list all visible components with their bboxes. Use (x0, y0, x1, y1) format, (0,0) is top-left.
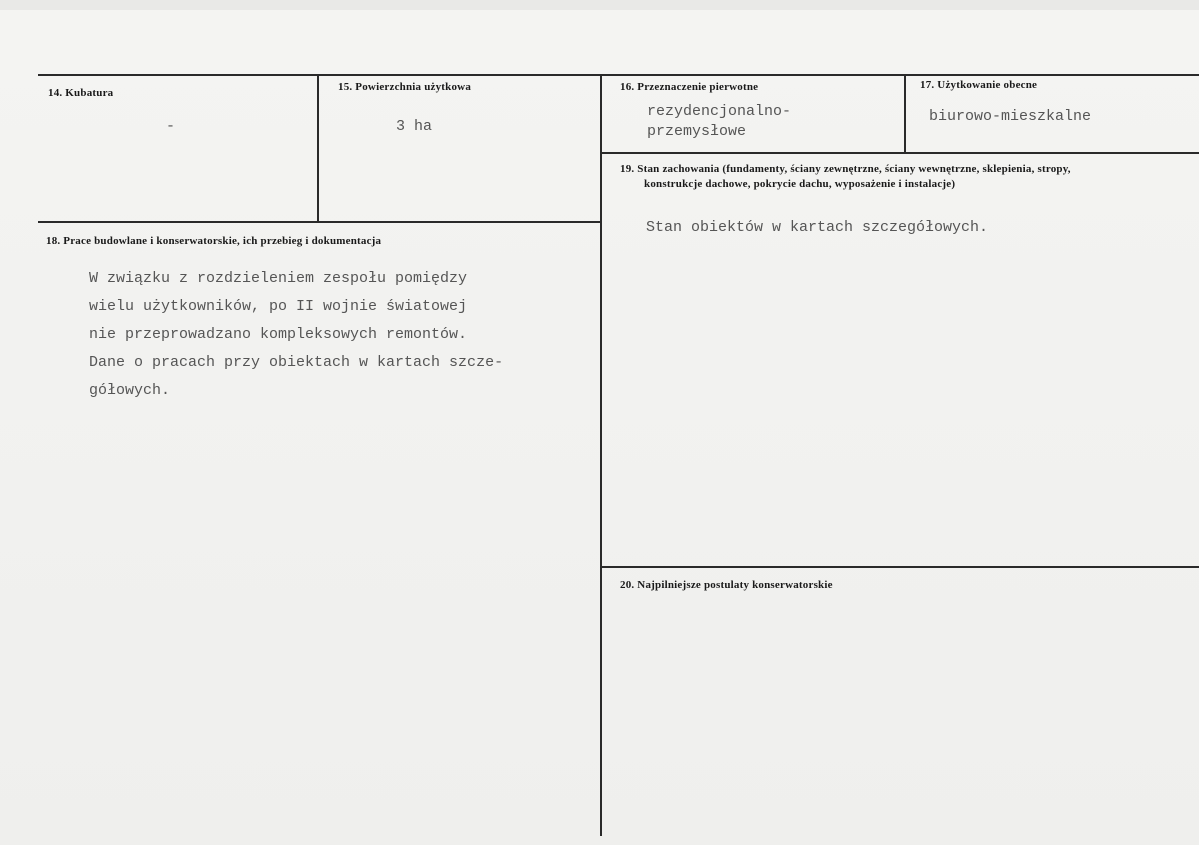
top-rule (38, 74, 1199, 76)
rule-above-20 (600, 566, 1199, 568)
field-18-value-line: W związku z rozdzieleniem zespołu pomiędzy (89, 270, 468, 287)
field-18-value-line: wielu użytkowników, po II wojnie światowej (89, 298, 468, 315)
divider-left-right (600, 74, 602, 836)
field-19-label-line: konstrukcje dachowe, pokrycie dachu, wyposażenie i instalacje) (644, 178, 956, 190)
field-16-value (647, 98, 791, 146)
field-15-label: 15. Powierzchnia użytkowa (338, 81, 472, 93)
field-16-value-line: przemysłowe (647, 123, 747, 140)
field-17-label: 17. Użytkowanie obecne (920, 79, 1038, 91)
field-15-value: 3 ha (396, 118, 433, 135)
field-18-value-line: gółowych. (89, 382, 171, 399)
field-18-value-line: nie przeprowadzano kompleksowych remontów. (89, 326, 468, 343)
divider-14-15 (317, 74, 319, 223)
field-14-label: 14. Kubatura (48, 87, 114, 99)
field-14-value: - (166, 118, 176, 135)
rule-under-16-17 (600, 152, 1199, 154)
field-16-value-line: rezydencjonalno- (647, 103, 792, 120)
field-20-label: 20. Najpilniejsze postulaty konserwatorskie (620, 579, 833, 591)
field-19-label (620, 162, 1071, 192)
field-18-value-line: Dane o pracach przy obiektach w kartach szcze- (89, 354, 504, 371)
field-18-label: 18. Prace budowlane i konserwatorskie, ich przebieg i dokumentacja (46, 235, 382, 247)
field-16-label: 16. Przeznaczenie pierwotne (620, 81, 759, 93)
field-19-value: Stan obiektów w kartach szczegółowych. (646, 219, 989, 236)
divider-16-17 (904, 74, 906, 153)
field-18-value (89, 265, 503, 405)
field-19-label-line: 19. Stan zachowania (fundamenty, ściany zewnętrzne, ściany wewnętrzne, sklepienia, stropy, (620, 163, 1071, 175)
card-top-edge (0, 0, 1199, 10)
field-17-value: biurowo-mieszkalne (929, 108, 1092, 125)
rule-under-14-15 (38, 221, 602, 223)
